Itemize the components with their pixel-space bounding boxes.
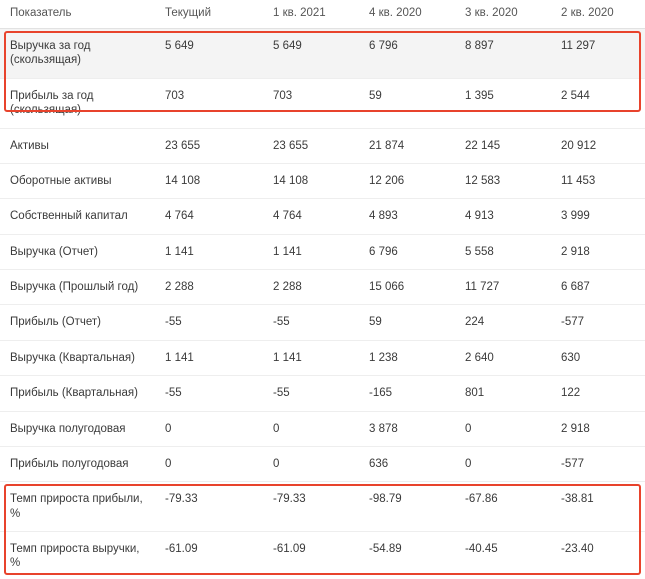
- row-value: -40.45: [465, 543, 498, 555]
- row-value: 5 649: [263, 29, 359, 79]
- row-value: 2 288: [155, 270, 263, 305]
- row-label: Собственный капитал: [0, 199, 155, 234]
- row-label: Прибыль за год (скользящая): [0, 78, 155, 128]
- row-value: -79.33: [263, 482, 359, 532]
- row-value: 12 583: [455, 163, 551, 198]
- table-header-row: [0, 0, 645, 29]
- row-value: 703: [263, 78, 359, 128]
- table-row: [0, 482, 645, 532]
- table-row: [0, 532, 645, 579]
- row-value: -67.86: [455, 482, 551, 532]
- row-value: 11 727: [455, 270, 551, 305]
- row-value: 6 687: [551, 270, 645, 305]
- row-label: Темп прироста выручки, %: [10, 543, 140, 570]
- row-value: 0: [263, 446, 359, 481]
- table-header: [0, 0, 645, 29]
- row-value: -577: [551, 446, 645, 481]
- row-value: 22 145: [455, 128, 551, 163]
- row-value: 4 764: [155, 199, 263, 234]
- row-value: 1 395: [455, 78, 551, 128]
- row-value: 11 453: [551, 163, 645, 198]
- column-header-indicator: Показатель: [0, 0, 155, 29]
- row-value: 3 878: [359, 411, 455, 446]
- table-row: [0, 234, 645, 269]
- table-row: [0, 78, 645, 128]
- column-header-q1-2021: 1 кв. 2021: [263, 0, 359, 29]
- row-value: 11 297: [551, 29, 645, 79]
- table-row: [0, 199, 645, 234]
- row-value: 8 897: [455, 29, 551, 79]
- row-value: 4 893: [359, 199, 455, 234]
- row-value: 801: [455, 376, 551, 411]
- row-value: -54.89: [369, 543, 402, 555]
- row-label: Выручка за год (скользящая): [0, 29, 155, 79]
- table-row: [0, 163, 645, 198]
- row-value: 6 796: [359, 29, 455, 79]
- row-label: Темп прироста прибыли, %: [0, 482, 155, 532]
- table-body: [0, 29, 645, 579]
- row-value: 5 558: [455, 234, 551, 269]
- row-value: -577: [551, 305, 645, 340]
- row-value: -61.09: [165, 543, 198, 555]
- row-value: 15 066: [359, 270, 455, 305]
- row-value: 0: [455, 446, 551, 481]
- row-value: 703: [155, 78, 263, 128]
- row-value: -23.40: [561, 543, 594, 555]
- table-row: [0, 305, 645, 340]
- table-row: [0, 270, 645, 305]
- table-row: [0, 29, 645, 79]
- row-value: 14 108: [155, 163, 263, 198]
- row-value: 1 141: [155, 340, 263, 375]
- row-label: Прибыль (Квартальная): [0, 376, 155, 411]
- row-value: 1 141: [263, 340, 359, 375]
- row-value: 630: [551, 340, 645, 375]
- row-label: Активы: [0, 128, 155, 163]
- row-value: 3 999: [551, 199, 645, 234]
- row-value: 1 238: [359, 340, 455, 375]
- row-value: 59: [359, 78, 455, 128]
- row-value: 20 912: [551, 128, 645, 163]
- row-label: Выручка полугодовая: [0, 411, 155, 446]
- row-label: Выручка (Прошлый год): [0, 270, 155, 305]
- row-value: -79.33: [155, 482, 263, 532]
- column-header-current: Текущий: [155, 0, 263, 29]
- row-value: 2 918: [551, 234, 645, 269]
- row-value: 59: [359, 305, 455, 340]
- row-label: Выручка (Квартальная): [0, 340, 155, 375]
- row-value: 23 655: [155, 128, 263, 163]
- row-value: 2 640: [455, 340, 551, 375]
- row-value: 0: [455, 411, 551, 446]
- row-value: -98.79: [359, 482, 455, 532]
- row-value: 2 544: [551, 78, 645, 128]
- row-value: 4 913: [455, 199, 551, 234]
- column-header-q2-2020: 2 кв. 2020: [551, 0, 645, 29]
- row-value: -55: [263, 376, 359, 411]
- row-value: 0: [155, 411, 263, 446]
- row-value: 0: [155, 446, 263, 481]
- row-value: 224: [455, 305, 551, 340]
- row-value: -61.09: [273, 543, 306, 555]
- row-value: 23 655: [263, 128, 359, 163]
- row-value: 0: [263, 411, 359, 446]
- column-header-q3-2020: 3 кв. 2020: [455, 0, 551, 29]
- row-value: 2 918: [551, 411, 645, 446]
- row-label: Прибыль (Отчет): [0, 305, 155, 340]
- column-header-q4-2020: 4 кв. 2020: [359, 0, 455, 29]
- row-label: Выручка (Отчет): [0, 234, 155, 269]
- table-row: [0, 446, 645, 481]
- row-value: -38.81: [551, 482, 645, 532]
- row-value: 12 206: [359, 163, 455, 198]
- row-value: 122: [551, 376, 645, 411]
- table-row: [0, 411, 645, 446]
- row-value: -55: [263, 305, 359, 340]
- row-value: 5 649: [155, 29, 263, 79]
- row-value: 21 874: [359, 128, 455, 163]
- row-value: 636: [359, 446, 455, 481]
- row-value: 1 141: [155, 234, 263, 269]
- row-value: 4 764: [263, 199, 359, 234]
- row-value: 2 288: [263, 270, 359, 305]
- row-value: 14 108: [263, 163, 359, 198]
- row-value: -165: [359, 376, 455, 411]
- row-label: Оборотные активы: [0, 163, 155, 198]
- row-value: 6 796: [359, 234, 455, 269]
- row-value: -55: [155, 305, 263, 340]
- row-value: -55: [155, 376, 263, 411]
- table-row: [0, 340, 645, 375]
- table-row: [0, 128, 645, 163]
- row-label: Прибыль полугодовая: [0, 446, 155, 481]
- table-row: [0, 376, 645, 411]
- row-value: 1 141: [263, 234, 359, 269]
